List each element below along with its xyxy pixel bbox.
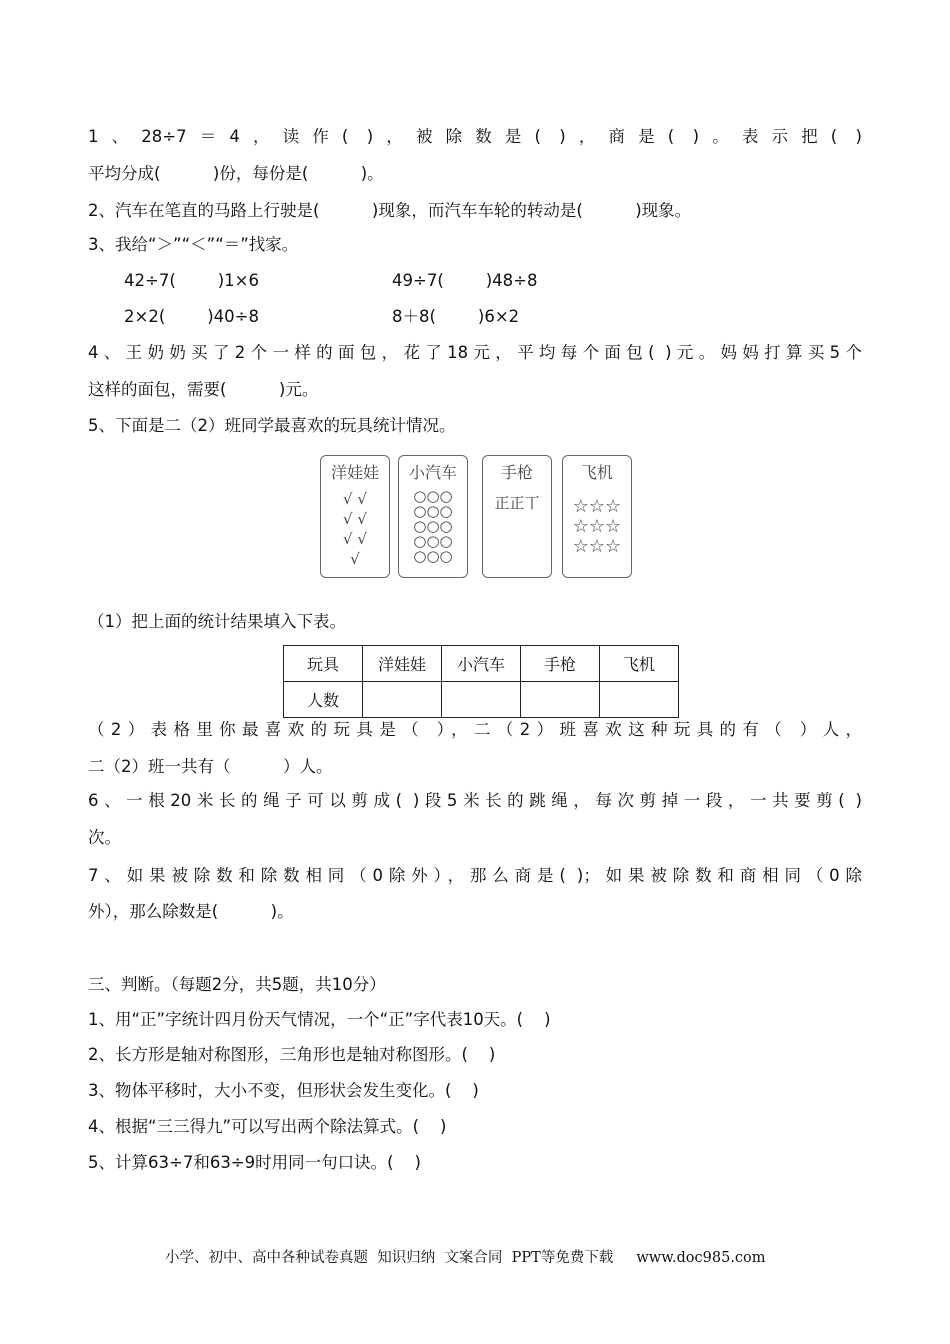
q3-a: 42÷7( )1×6 <box>124 271 259 290</box>
star-marks: ☆☆☆ ☆☆☆ ☆☆☆ <box>572 496 622 557</box>
q4-line2: 这样的面包，需要( )元。 <box>88 380 319 399</box>
card-title: 飞机 <box>580 463 613 482</box>
card-title: 洋娃娃 <box>330 463 379 482</box>
table-cell: 手枪 <box>521 646 600 682</box>
q5-sub2-line1: （2）表格里你最喜欢的玩具是（ ），二（2）班喜欢这种玩具的有（ ）人， <box>88 720 862 739</box>
judge-item: 5、计算63÷7和63÷9时用同一句口诀。( ) <box>88 1153 421 1172</box>
table-cell: 玩具 <box>284 646 363 682</box>
q3-title: 3、我给“＞”“＜”“＝”找家。 <box>88 235 299 254</box>
q5-sub2-line2: 二（2）班一共有（ ）人。 <box>88 757 333 776</box>
q7-line2: 外），那么除数是( )。 <box>88 902 294 921</box>
q1-line2: 平均分成( )份，每份是( )。 <box>88 164 384 183</box>
judge-item: 3、物体平移时，大小不变，但形状会发生变化。( ) <box>88 1081 479 1100</box>
q6-line1: 6、一根20米长的绳子可以剪成( )段5米长的跳绳，每次剪掉一段，一共要剪( ) <box>88 791 862 810</box>
table-row <box>284 682 679 718</box>
answer-cell[interactable] <box>363 682 442 718</box>
judge-item: 1、用“正”字统计四月份天气情况，一个“正”字代表10天。( ) <box>88 1010 551 1029</box>
check-marks: √ √ √ √ √ √ √ <box>343 490 367 568</box>
q4-line1: 4、王奶奶买了2个一样的面包，花了18元，平均每个面包( )元。妈妈打算买5个 <box>88 343 862 362</box>
tally-card-plane <box>562 455 632 578</box>
tally-card-gun <box>482 455 552 578</box>
answer-cell[interactable] <box>521 682 600 718</box>
table-row <box>284 646 679 682</box>
tally-card-car <box>398 455 468 578</box>
answer-cell[interactable] <box>600 682 679 718</box>
table-cell: 人数 <box>284 682 363 718</box>
judge-item: 4、根据“三三得九”可以写出两个除法算式。( ) <box>88 1117 447 1136</box>
tally-card-doll <box>320 455 390 578</box>
q3-c: 2×2( )40÷8 <box>124 307 259 326</box>
section3-title: 三、判断。（每题2分，共5题，共10分） <box>88 975 386 994</box>
zheng-tally: 正正丅 <box>494 494 540 512</box>
q5-title: 5、下面是二（2）班同学最喜欢的玩具统计情况。 <box>88 416 456 435</box>
table-cell: 洋娃娃 <box>363 646 442 682</box>
q1-line1: 1、28÷7＝4，读作( )，被除数是( )，商是( )。表示把( ) <box>88 127 862 146</box>
stats-table <box>283 645 679 718</box>
q2: 2、汽车在笔直的马路上行驶是( )现象，而汽车车轮的转动是( )现象。 <box>88 201 692 220</box>
q5-sub1: （1）把上面的统计结果填入下表。 <box>88 612 346 631</box>
answer-cell[interactable] <box>442 682 521 718</box>
q3-b: 49÷7( )48÷8 <box>392 271 538 290</box>
q6-line2: 次。 <box>88 828 121 847</box>
q3-d: 8＋8( )6×2 <box>392 307 520 326</box>
card-title: 手枪 <box>500 463 533 482</box>
table-cell: 飞机 <box>600 646 679 682</box>
footer-text: 小学、初中、高中各种试卷真题 知识归纳 文案合同 PPT等免费下载 www.doc985.com <box>165 1250 766 1266</box>
card-title: 小汽车 <box>408 463 457 482</box>
q7-line1: 7、如果被除数和除数相同（0除外），那么商是( )；如果被除数和商相同（0除 <box>88 866 862 885</box>
circle-marks: ○○○ ○○○ ○○○ ○○○ ○○○ <box>413 487 453 565</box>
table-cell: 小汽车 <box>442 646 521 682</box>
judge-item: 2、长方形是轴对称图形，三角形也是轴对称图形。( ) <box>88 1045 496 1064</box>
